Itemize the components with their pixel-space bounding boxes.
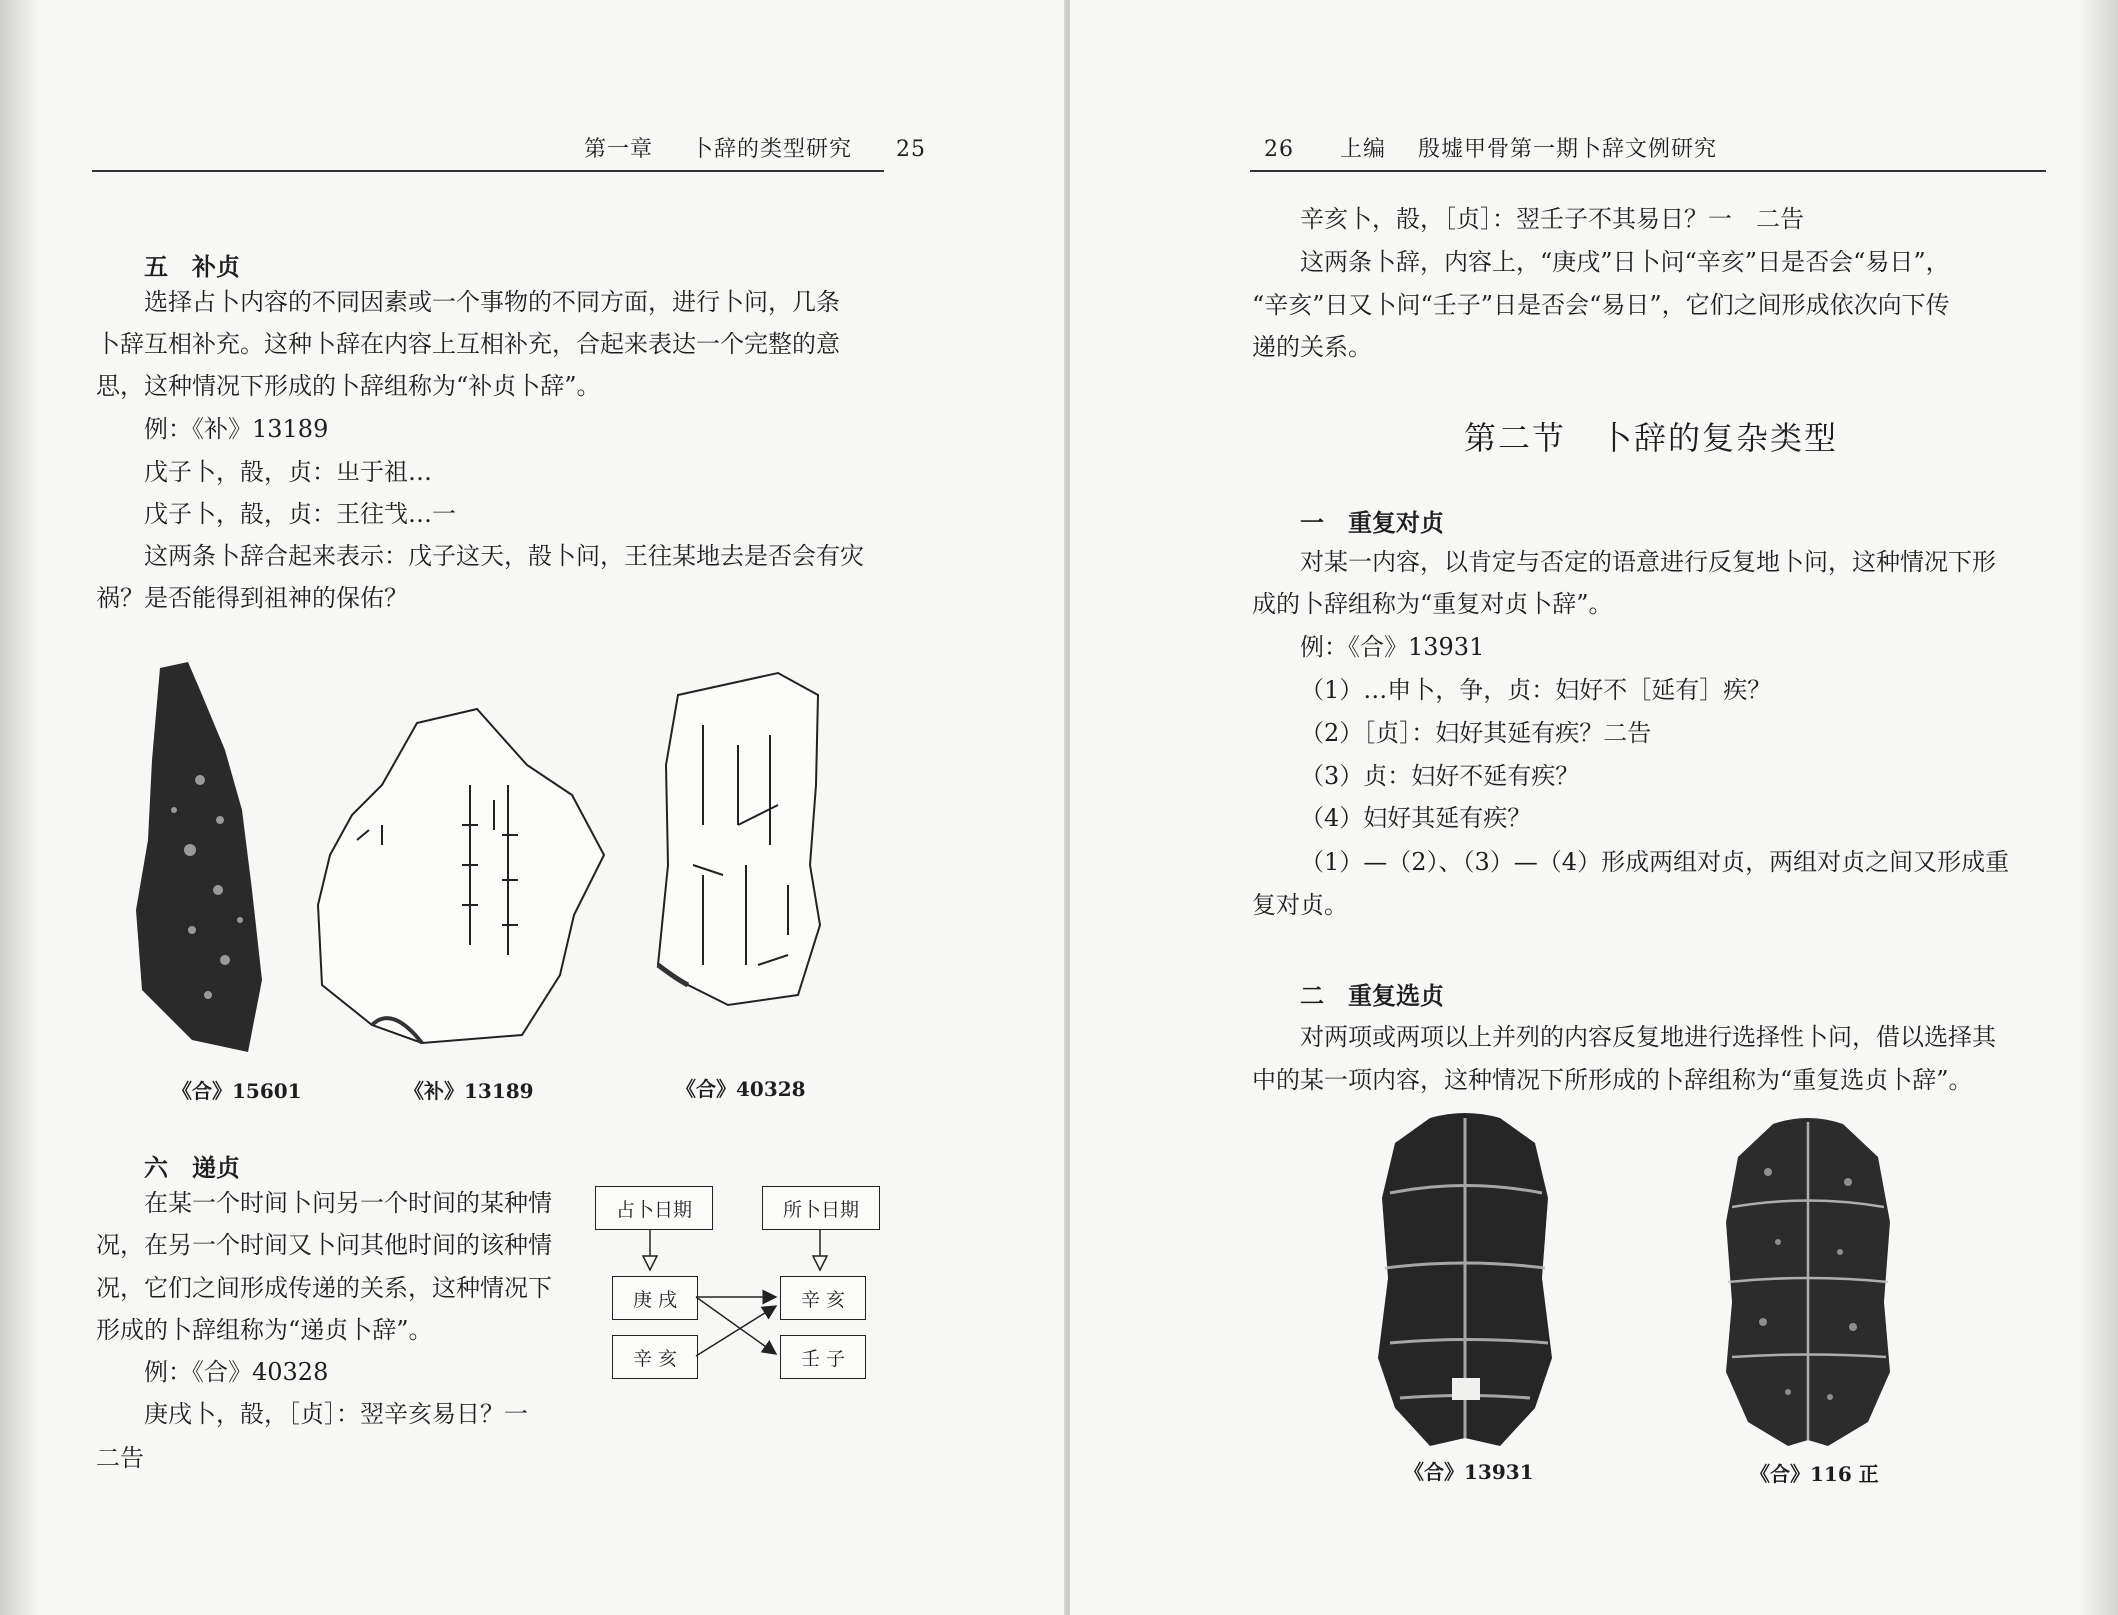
oracle-bone-drawing-40328 xyxy=(648,665,828,1015)
figure-caption: 《补》13189 xyxy=(404,1079,534,1103)
paragraph-line: 这两条卜辞合起来表示：戊子这天，㱿卜问，王往某地去是否会有灾 xyxy=(144,542,864,570)
paragraph-line: 选择占卜内容的不同因素或一个事物的不同方面，进行卜问，几条 xyxy=(144,288,840,316)
section-heading-6: 六 递贞 xyxy=(144,1153,240,1182)
paragraph-line: 成的卜辞组称为“重复对贞卜辞”。 xyxy=(1252,590,1613,618)
paragraph-line: 祸？是否能得到祖神的保佑？ xyxy=(96,584,408,612)
inscription-line: 戊子卜，㱿，贞：㞢于祖… xyxy=(144,458,432,486)
example-line: 例：《合》13931 xyxy=(1300,633,1485,661)
chapter-title: 卜辞的类型研究 xyxy=(691,137,853,162)
section-heading-1: 一 重复对贞 xyxy=(1300,508,1444,537)
paragraph-line: 况，它们之间形成传递的关系，这种情况下 xyxy=(96,1274,552,1302)
header-rule xyxy=(1250,170,2046,172)
paragraph-line: 在某一个时间卜问另一个时间的某种情 xyxy=(144,1189,552,1217)
flow-box-target-date: 所卜日期 xyxy=(762,1186,880,1230)
list-item: （3）贞：妇好不延有疾？ xyxy=(1300,762,1580,790)
running-header-left xyxy=(584,132,926,163)
paragraph-line: 中的某一项内容，这种情况下所形成的卜辞组称为“重复选贞卜辞”。 xyxy=(1252,1066,1973,1094)
flow-box-xinhai: 辛 亥 xyxy=(612,1335,698,1379)
oracle-bone-drawing-13189 xyxy=(312,705,612,1045)
list-item: （1）…申卜，争，贞：妇好不［延有］疾？ xyxy=(1300,676,1772,704)
figure-caption: 《合》13931 xyxy=(1404,1460,1534,1484)
example-line: 例：《合》40328 xyxy=(144,1358,329,1386)
inscription-line: 戊子卜，㱿，贞：王往𢦏…一 xyxy=(144,500,456,528)
list-item: （2）［贞］：妇好其延有疾？二告 xyxy=(1300,719,1652,747)
paragraph-line: 这两条卜辞，内容上，“庚戌”日卜问“辛亥”日是否会“易日”， xyxy=(1300,248,1950,276)
paragraph-line: 形成的卜辞组称为“递贞卜辞”。 xyxy=(96,1316,433,1344)
header-rule xyxy=(92,170,884,172)
paragraph-line: 况，在另一个时间又卜问其他时间的该种情 xyxy=(96,1231,552,1259)
inscription-line: 庚戌卜，㱿，［贞］：翌辛亥易日？一 xyxy=(144,1400,528,1428)
figure-caption: 《合》116 正 xyxy=(1750,1462,1879,1486)
paragraph-line: “辛亥”日又卜问“壬子”日是否会“易日”，它们之间形成依次向下传 xyxy=(1252,291,1950,319)
flow-box-divination-date: 占卜日期 xyxy=(595,1186,713,1230)
page-number: 26 xyxy=(1264,137,1294,162)
paragraph-line: 思，这种情况下形成的卜辞组称为“补贞卜辞”。 xyxy=(96,372,601,400)
page-edge-shadow xyxy=(0,0,40,1615)
figure-caption: 《合》40328 xyxy=(676,1077,806,1101)
section-heading-5: 五 补贞 xyxy=(144,252,240,281)
paragraph-line: （1）—（2）、（3）—（4）形成两组对贞，两组对贞之间又形成重 xyxy=(1300,848,2010,876)
page-number: 25 xyxy=(896,137,927,162)
flow-box-gengxu: 庚 戌 xyxy=(612,1276,698,1320)
paragraph-line: 卜辞互相补充。这种卜辞在内容上互相补充，合起来表达一个完整的意 xyxy=(96,330,840,358)
figure-caption: 《合》15601 xyxy=(172,1079,302,1103)
right-page xyxy=(1070,0,2118,1615)
page-edge-shadow xyxy=(2078,0,2118,1615)
paragraph-line: 递的关系。 xyxy=(1252,333,1372,361)
paragraph-line: 对某一内容，以肯定与否定的语意进行反复地卜问，这种情况下形 xyxy=(1300,548,1996,576)
running-header-right xyxy=(1264,132,1717,163)
paragraph-line: 复对贞。 xyxy=(1252,891,1348,919)
book-title: 殷墟甲骨第一期卜辞文例研究 xyxy=(1418,137,1718,162)
flow-box-renzi: 壬 子 xyxy=(780,1335,866,1379)
paragraph-line: 对两项或两项以上并列的内容反复地进行选择性卜问，借以选择其 xyxy=(1300,1023,1996,1051)
oracle-bone-rubbing-15601 xyxy=(130,660,280,1060)
chapter-label: 第一章 xyxy=(584,137,654,162)
list-item: （4）妇好其延有疾？ xyxy=(1300,804,1532,832)
example-line: 例：《补》13189 xyxy=(144,415,329,443)
plastron-rubbing-116 xyxy=(1718,1112,1898,1452)
section-heading-2: 二 重复选贞 xyxy=(1300,981,1444,1010)
inscription-line: 二告 xyxy=(96,1444,144,1472)
section-title: 第二节 卜辞的复杂类型 xyxy=(1464,419,1839,457)
plastron-rubbing-13931 xyxy=(1370,1108,1560,1453)
flow-arrows xyxy=(590,1226,890,1386)
inscription-line: 辛亥卜，㱿，［贞］：翌壬子不其易日？一 二告 xyxy=(1300,205,1804,233)
part-label: 上编 xyxy=(1340,137,1387,162)
flow-box-xinhai-target: 辛 亥 xyxy=(780,1276,866,1320)
